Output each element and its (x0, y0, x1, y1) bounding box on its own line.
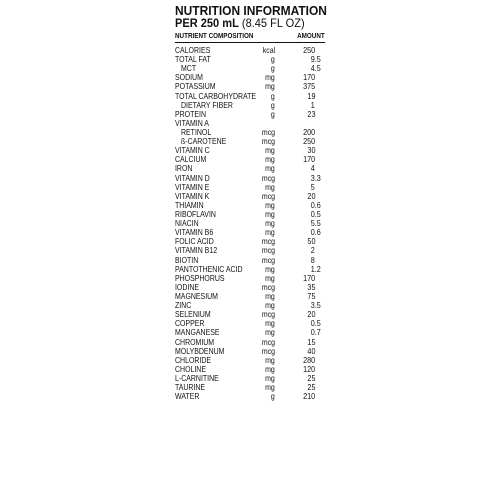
nutrient-name: NIACIN (175, 218, 199, 229)
nutrient-unit: mg (265, 372, 275, 383)
nutrient-unit: mcg (261, 245, 275, 256)
nutrient-name: DIETARY FIBER (181, 99, 233, 110)
nutrient-name: VITAMIN E (175, 181, 210, 192)
nutrient-amount: 0.7 (310, 327, 321, 338)
nutrient-amount: 20 (306, 190, 315, 201)
nutrient-row (175, 155, 325, 164)
nutrient-amount: 8 (310, 254, 315, 265)
nutrient-unit: mg (265, 199, 275, 210)
nutrient-amount: 9.5 (310, 54, 321, 65)
nutrient-unit: mg (265, 208, 275, 219)
nutrient-unit: mcg (261, 190, 275, 201)
nutrient-amount: 19 (306, 90, 315, 101)
nutrient-amount: 1 (310, 99, 315, 110)
nutrient-name: WATER (175, 391, 200, 402)
nutrient-unit: mcg (261, 345, 275, 356)
nutrient-unit: mcg (261, 254, 275, 265)
nutrient-name: VITAMIN B6 (175, 227, 214, 238)
nutrient-amount: 5.5 (310, 218, 321, 229)
nutrient-name: VITAMIN C (175, 145, 210, 156)
nutrient-name: TOTAL CARBOHYDRATE (175, 90, 257, 101)
nutrient-name: VITAMIN K (175, 190, 210, 201)
nutrient-amount: 0.6 (310, 227, 321, 238)
nutrient-name: COPPER (175, 318, 205, 329)
serving-size (175, 17, 313, 30)
nutrient-unit: mg (265, 272, 275, 283)
panel-title: NUTRITION INFORMATION (175, 3, 327, 18)
nutrient-amount: 50 (306, 236, 315, 247)
nutrient-row (175, 392, 325, 401)
nutrient-unit: g (271, 90, 275, 101)
nutrient-unit: mg (265, 227, 275, 238)
nutrient-amount: 23 (306, 108, 315, 119)
nutrient-unit: g (271, 391, 275, 402)
nutrient-unit: mg (265, 72, 275, 83)
nutrient-amount: 15 (306, 336, 315, 347)
column-header (175, 32, 325, 43)
nutrient-name: THIAMIN (175, 199, 204, 210)
nutrient-unit: mcg (261, 336, 275, 347)
nutrient-name: CHROMIUM (175, 336, 215, 347)
nutrient-amount: 280 (302, 354, 315, 365)
nutrition-panel (175, 4, 325, 401)
nutrient-unit: mcg (261, 236, 275, 247)
nutrient-amount: 25 (306, 382, 315, 393)
nutrient-name: MCT (181, 63, 197, 74)
serving-size-rest: (8.45 FL OZ) (238, 16, 305, 30)
nutrient-unit: mg (265, 327, 275, 338)
nutrient-unit: kcal (262, 45, 275, 55)
nutrient-amount: 120 (302, 363, 315, 374)
nutrient-unit: g (271, 54, 275, 65)
nutrient-name: MAGNESIUM (175, 290, 218, 301)
nutrient-amount: 75 (306, 290, 315, 301)
nutrient-unit: mg (265, 382, 275, 393)
nutrient-amount: 170 (302, 272, 315, 283)
serving-size-bold: PER 250 mL (175, 16, 239, 30)
nutrient-unit: mg (265, 163, 275, 174)
nutrient-amount: 1.2 (310, 263, 321, 274)
nutrient-unit: mcg (261, 126, 275, 137)
nutrient-amount: 2 (310, 245, 315, 256)
nutrient-unit: mg (265, 181, 275, 192)
nutrient-amount: 0.5 (310, 208, 321, 219)
nutrient-name: IODINE (175, 281, 200, 292)
nutrient-unit: g (271, 99, 275, 110)
nutrient-name: L-CARNITINE (175, 372, 219, 383)
nutrient-name: PANTOTHENIC ACID (175, 263, 243, 274)
nutrient-row (175, 55, 325, 64)
nutrient-unit: mcg (261, 281, 275, 292)
nutrient-amount: 200 (302, 126, 315, 137)
nutrient-name: BIOTIN (175, 254, 199, 265)
nutrient-name: IRON (175, 163, 193, 174)
column-header-nutrient: NUTRIENT COMPOSITION (175, 33, 254, 40)
nutrient-amount: 0.5 (310, 318, 321, 329)
nutrient-amount: 210 (302, 391, 315, 402)
nutrient-unit: g (271, 63, 275, 74)
nutrient-unit: mg (265, 263, 275, 274)
nutrient-name: CHLORIDE (175, 354, 212, 365)
nutrient-unit: mg (265, 300, 275, 311)
nutrient-amount: 170 (302, 154, 315, 165)
nutrient-unit: mcg (261, 136, 275, 147)
nutrient-amount: 375 (302, 81, 315, 92)
nutrient-amount: 25 (306, 372, 315, 383)
nutrient-amount: 4.5 (310, 63, 321, 74)
nutrient-unit: mg (265, 290, 275, 301)
nutrient-amount: 4 (310, 163, 315, 174)
nutrient-name: MOLYBDENUM (175, 345, 225, 356)
nutrient-unit: mg (265, 354, 275, 365)
nutrient-name: VITAMIN B12 (175, 245, 218, 256)
nutrient-name: VITAMIN D (175, 172, 210, 183)
nutrient-unit: g (271, 108, 275, 119)
nutrient-amount: 30 (306, 145, 315, 156)
nutrient-name: MANGANESE (175, 327, 220, 338)
nutrient-amount: 3.3 (310, 172, 321, 183)
nutrient-name: TAURINE (175, 382, 206, 393)
nutrient-name: SODIUM (175, 72, 203, 83)
nutrient-unit: mg (265, 318, 275, 329)
nutrient-name: FOLIC ACID (175, 236, 214, 247)
nutrient-unit: mg (265, 363, 275, 374)
nutrient-name: PHOSPHORUS (175, 272, 225, 283)
nutrient-amount: 170 (302, 72, 315, 83)
nutrient-name: CALCIUM (175, 154, 207, 165)
nutrient-name: CALORIES (175, 45, 211, 55)
nutrient-unit: mcg (261, 309, 275, 320)
nutrient-name: PROTEIN (175, 108, 206, 119)
nutrient-unit: mg (265, 218, 275, 229)
column-header-amount: AMOUNT (297, 33, 325, 40)
nutrient-name: TOTAL FAT (175, 54, 211, 65)
nutrient-name: ZINC (175, 300, 192, 311)
nutrient-name: SELENIUM (175, 309, 211, 320)
nutrient-name: RIBOFLAVIN (175, 208, 216, 219)
nutrient-amount: 250 (302, 136, 315, 147)
nutrient-unit: mg (265, 154, 275, 165)
nutrient-amount: 3.5 (310, 300, 321, 311)
nutrient-name: POTASSIUM (175, 81, 216, 92)
nutrient-unit: mg (265, 81, 275, 92)
nutrient-unit: mg (265, 145, 275, 156)
nutrient-amount: 5 (310, 181, 315, 192)
nutrient-name: RETINOL (181, 126, 212, 137)
nutrient-row (175, 292, 325, 301)
nutrient-name: ß-CAROTENE (181, 136, 227, 147)
nutrient-amount: 250 (302, 45, 315, 55)
nutrient-unit: mcg (261, 172, 275, 183)
nutrient-list (175, 46, 325, 401)
nutrient-amount: 35 (306, 281, 315, 292)
nutrient-amount: 0.6 (310, 199, 321, 210)
nutrient-amount: 20 (306, 309, 315, 320)
nutrient-name: CHOLINE (175, 363, 206, 374)
nutrient-name: VITAMIN A (175, 117, 209, 128)
nutrient-amount: 40 (306, 345, 315, 356)
